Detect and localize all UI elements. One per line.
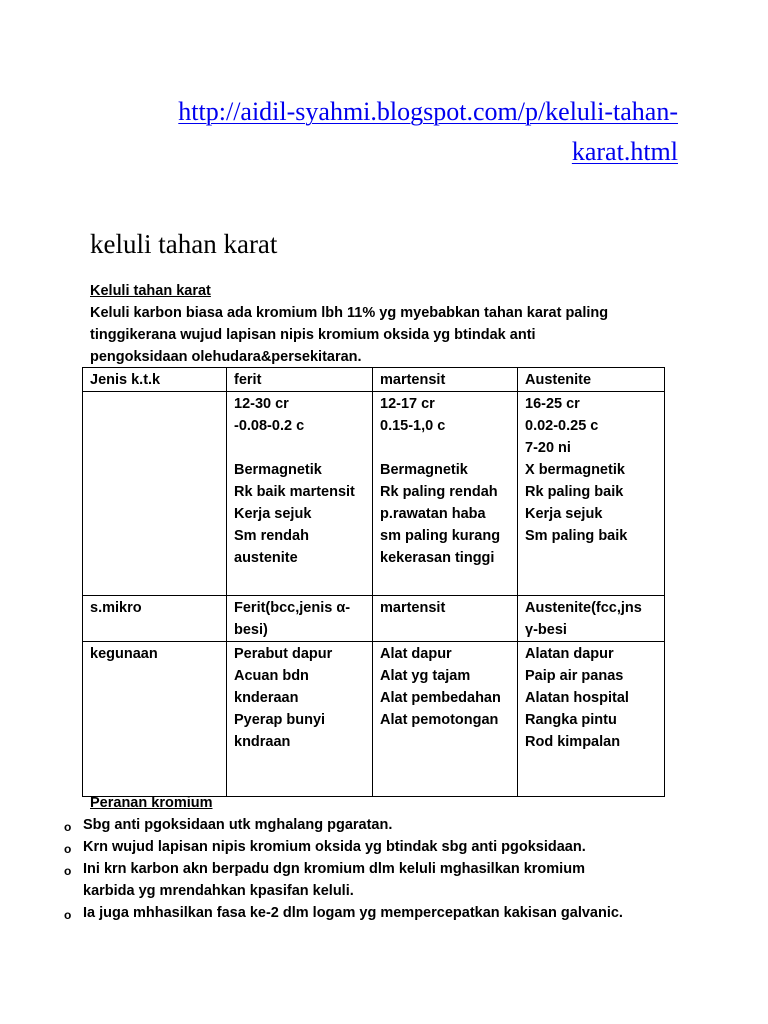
cell-martensit-properties [373, 392, 518, 596]
cell-line: Austenite(fcc,jns [525, 600, 642, 616]
list-item-text: Ini krn karbon akn berpadu dgn kromium dlm keluli mghasilkan kromium karbida yg mrendahkan kpasifan keluli. [83, 861, 585, 899]
cell-line: Ferit(bcc,jenis α- [234, 600, 351, 616]
table-row-smikro [83, 596, 665, 642]
cell-ferit-kegunaan [227, 642, 373, 797]
section-heading-peranan: Peranan kromium [90, 795, 213, 811]
row-label: kegunaan [83, 642, 227, 797]
list-item [62, 902, 682, 924]
list-item [62, 858, 638, 902]
cell-line: Alat pembedahan [380, 690, 501, 706]
cell-line: Alatan hospital [525, 690, 629, 706]
url-line-1[interactable]: http://aidil-syahmi.blogspot.com/p/keluli-tahan- [178, 97, 678, 126]
cell-line: Paip air panas [525, 668, 624, 684]
cell-line: knderaan [234, 690, 299, 706]
header-austenite: Austenite [518, 368, 665, 392]
cell-line: besi) [234, 622, 268, 638]
cell-line: Rk paling rendah [380, 484, 498, 500]
cell-line: γ-besi [525, 622, 567, 638]
table-header-row [83, 368, 665, 392]
cell-line: sm paling kurang [380, 528, 501, 544]
cell-line: Rk baik martensit [234, 484, 355, 500]
cell-line: 0.02-0.25 c [525, 418, 599, 434]
list-item [62, 814, 682, 836]
intro-line: tinggikerana wujud lapisan nipis kromium oksida yg btindak anti [90, 327, 536, 343]
cell-ferit-smikro [227, 596, 373, 642]
cell-line: p.rawatan haba [380, 506, 486, 522]
intro-line: pengoksidaan olehudara&persekitaran. [90, 349, 362, 365]
cell-line: Pyerap bunyi [234, 712, 326, 728]
cell-line: -0.08-0.2 c [234, 418, 305, 434]
url-line-2[interactable]: karat.html [571, 137, 678, 166]
cell-line: Rangka pintu [525, 712, 617, 728]
cell-line: Bermagnetik [234, 462, 322, 478]
cell-line: 0.15-1,0 c [380, 418, 446, 434]
list-item-text: Sbg anti pgoksidaan utk mghalang pgaratan. [83, 817, 393, 833]
cell-line: Alatan dapur [525, 646, 614, 662]
cell-line: 7-20 ni [525, 440, 571, 456]
header-jenis: Jenis k.t.k [83, 368, 227, 392]
list-item-text: Krn wujud lapisan nipis kromium oksida yg btindak sbg anti pgoksidaan. [83, 839, 586, 855]
cell-line: X bermagnetik [525, 462, 625, 478]
section-heading-keluli: Keluli tahan karat [90, 283, 211, 299]
cell-line: austenite [234, 550, 298, 566]
cell-line [525, 547, 659, 569]
cell-line [380, 437, 512, 459]
cell-line: Kerja sejuk [234, 506, 312, 522]
cell-ferit-properties [227, 392, 373, 596]
bullet-marker: o [64, 820, 72, 834]
cell-line: Acuan bdn [234, 668, 309, 684]
page-title: keluli tahan karat [90, 229, 278, 259]
list-item-text: Ia juga mhhasilkan fasa ke-2 dlm logam yg mempercepatkan kakisan galvanic. [83, 905, 623, 921]
cell-austenite-properties [518, 392, 665, 596]
cell-line [234, 437, 367, 459]
cell-line: Rk paling baik [525, 484, 624, 500]
cell-line: Sm rendah [234, 528, 309, 544]
cell-line: 12-17 cr [380, 396, 435, 412]
cell-line: Alat dapur [380, 646, 452, 662]
cell-line: Kerja sejuk [525, 506, 603, 522]
cell-line: kndraan [234, 734, 291, 750]
bullet-marker: o [64, 864, 72, 878]
cell-line: Alat yg tajam [380, 668, 471, 684]
header-martensit: martensit [373, 368, 518, 392]
header-ferit: ferit [227, 368, 373, 392]
intro-line: Keluli karbon biasa ada kromium lbh 11% yg myebabkan tahan karat paling [90, 305, 609, 321]
cell-line: Perabut dapur [234, 646, 333, 662]
row-label: s.mikro [83, 596, 227, 642]
cell-line: kekerasan tinggi [380, 550, 495, 566]
cell-austenite-kegunaan [518, 642, 665, 797]
bullet-marker: o [64, 842, 72, 856]
cell-line: 12-30 cr [234, 396, 289, 412]
cell-line: martensit [380, 600, 446, 616]
row-label [83, 392, 227, 596]
comparison-table [82, 367, 665, 797]
cell-martensit-kegunaan [373, 642, 518, 797]
cell-austenite-smikro [518, 596, 665, 642]
peranan-list [62, 814, 682, 924]
cell-line: Rod kimpalan [525, 734, 621, 750]
table-row-kegunaan [83, 642, 665, 797]
cell-martensit-smikro [373, 596, 518, 642]
cell-line: Alat pemotongan [380, 712, 499, 728]
bullet-marker: o [64, 908, 72, 922]
cell-line: Sm paling baik [525, 528, 628, 544]
list-item [62, 836, 682, 858]
cell-line: Bermagnetik [380, 462, 468, 478]
cell-line: 16-25 cr [525, 396, 580, 412]
intro-paragraph [90, 302, 650, 368]
table-row-properties [83, 392, 665, 596]
source-url-link[interactable] [120, 92, 678, 172]
